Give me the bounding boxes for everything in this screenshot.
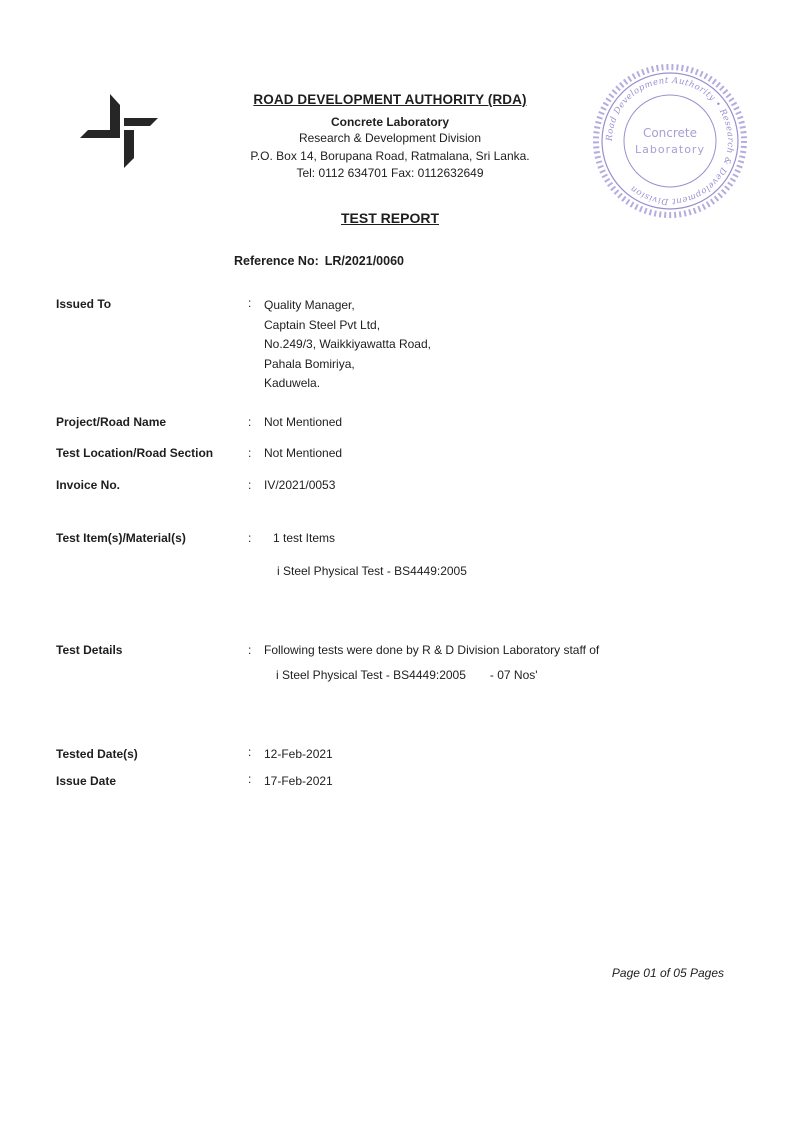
stamp-line-1: Concrete (642, 126, 698, 140)
location-value: Not Mentioned (264, 446, 343, 460)
test-items-colon: : (248, 531, 252, 545)
tested-date-label: Tested Date(s) (56, 747, 138, 761)
tested-date-colon: : (248, 745, 252, 759)
stamp-ring-text: Road Development Authority • Research & Development Division (604, 75, 736, 207)
project-colon: : (248, 415, 252, 429)
issue-date-value: 17-Feb-2021 (264, 774, 333, 788)
project-value: Not Mentioned (264, 415, 343, 429)
issue-date-label: Issue Date (56, 774, 117, 788)
test-details-value: Following tests were done by R & D Division Laboratory staff of (264, 643, 600, 657)
test-details-quantity: - 07 Nos' (489, 668, 538, 682)
address-line: Pahala Bomiriya, (264, 356, 355, 371)
issued-to-address (264, 296, 431, 394)
report-title: TEST REPORT (340, 210, 439, 226)
test-details-label: Test Details (56, 643, 123, 657)
location-colon: : (248, 446, 252, 460)
invoice-label: Invoice No. (56, 478, 121, 492)
project-label: Project/Road Name (56, 415, 167, 429)
reference-label: Reference No: (234, 254, 319, 268)
stamp-line-2: Laboratory (635, 143, 705, 156)
organization-title: ROAD DEVELOPMENT AUTHORITY (RDA) (253, 92, 527, 107)
test-details-item-name: i Steel Physical Test - BS4449:2005 (276, 668, 466, 682)
issued-to-label: Issued To (56, 297, 112, 311)
division-name: Research & Development Division (298, 131, 482, 145)
page-number: Page 01 of 05 Pages (611, 966, 724, 980)
issued-to-colon: : (248, 296, 252, 310)
address-line: Quality Manager, (264, 298, 355, 312)
address-line: Kaduwela. (264, 376, 321, 390)
test-details-colon: : (248, 643, 252, 657)
reference-value: LR/2021/0060 (324, 254, 404, 268)
postal-address: P.O. Box 14, Borupana Road, Ratmalana, Sri Lanka. (250, 149, 530, 163)
location-label: Test Location/Road Section (56, 446, 214, 460)
tested-date-value: 12-Feb-2021 (264, 747, 333, 761)
laboratory-name: Concrete Laboratory (330, 115, 450, 129)
test-items-label: Test Item(s)/Material(s) (56, 531, 186, 545)
invoice-value: IV/2021/0053 (264, 478, 336, 492)
test-items-count: 1 test Items (273, 531, 336, 545)
address-line: No.249/3, Waikkiyawatta Road, (264, 337, 431, 351)
issue-date-colon: : (248, 772, 252, 786)
test-details-item (276, 668, 538, 682)
invoice-colon: : (248, 478, 252, 492)
lab-seal-stamp-icon (590, 64, 750, 218)
test-item-entry: i Steel Physical Test - BS4449:2005 (277, 564, 467, 578)
reference-number (234, 254, 404, 268)
contact-numbers: Tel: 0112 634701 Fax: 0112632649 (296, 166, 484, 180)
address-line: Captain Steel Pvt Ltd, (264, 317, 381, 332)
rda-logo-icon (80, 94, 162, 168)
